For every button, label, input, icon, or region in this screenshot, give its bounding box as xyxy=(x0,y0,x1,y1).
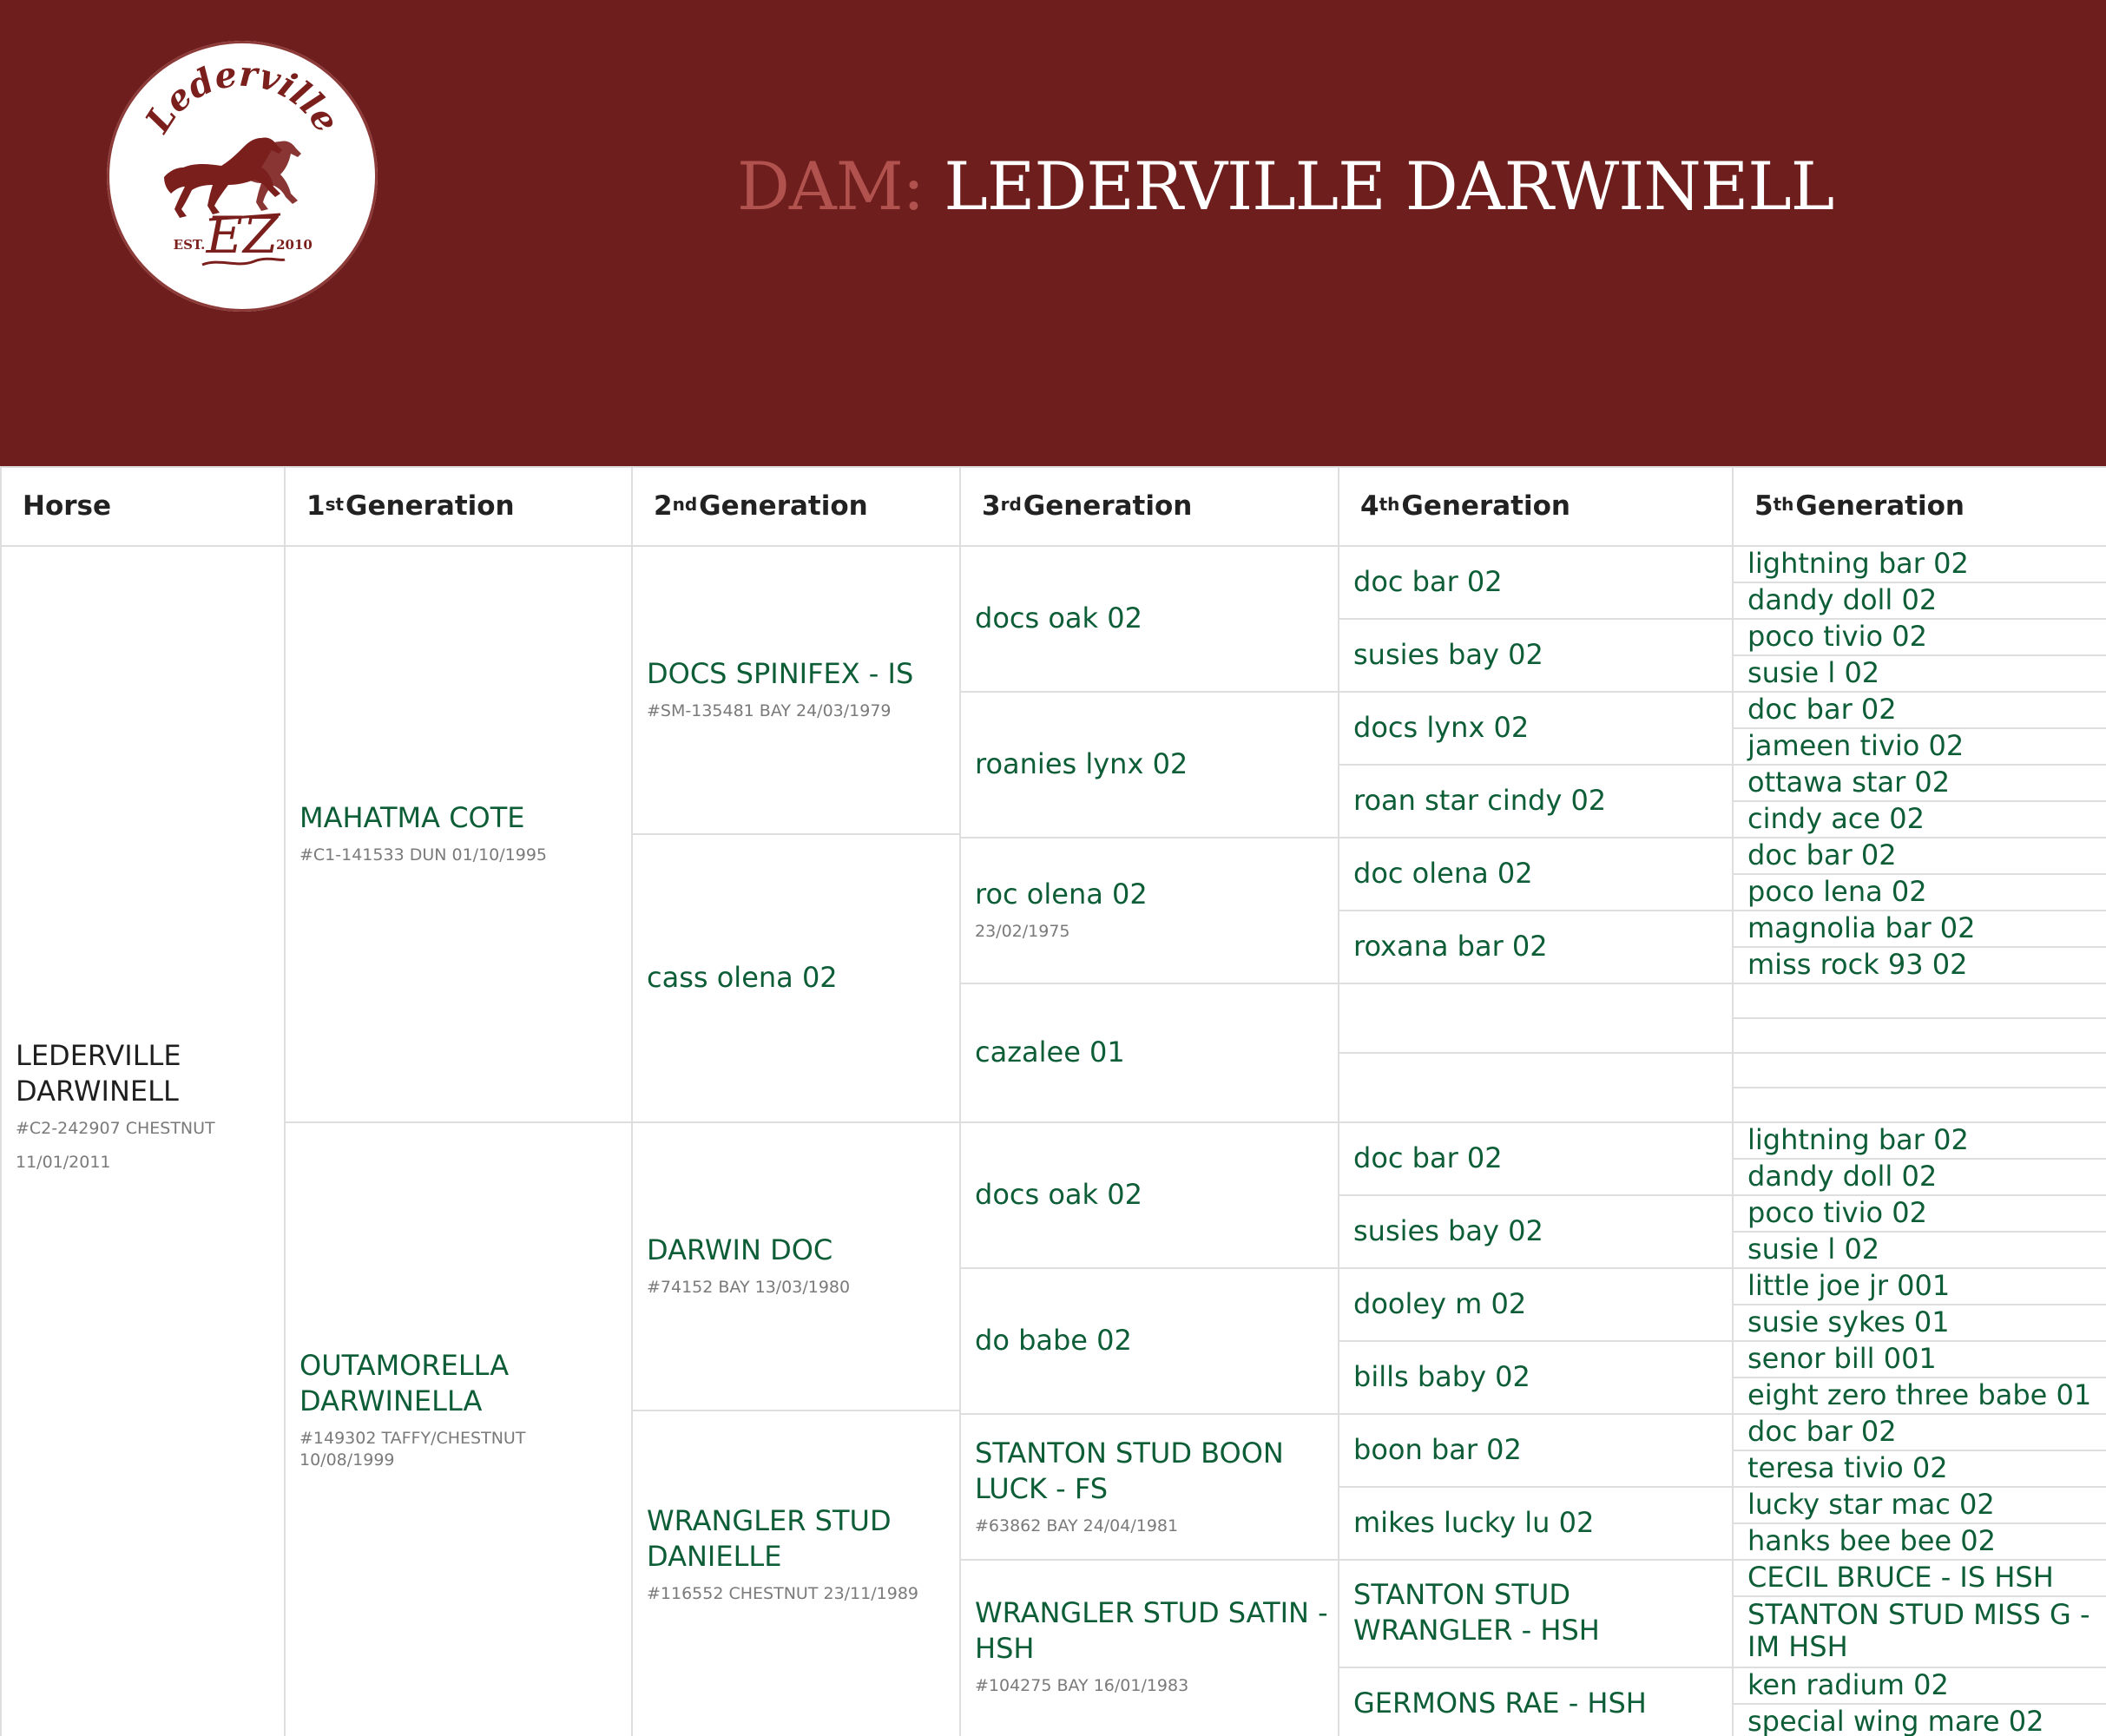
gen1-name[interactable]: MAHATMA COTE xyxy=(299,801,525,835)
gen1-cell[interactable] xyxy=(299,545,624,1121)
gen4-cell[interactable] xyxy=(1353,691,1725,764)
gen5-name[interactable]: poco lena 02 xyxy=(1747,874,1927,908)
gen5-name[interactable]: cindy ace 02 xyxy=(1747,801,1925,835)
gen4-cell[interactable] xyxy=(1353,1559,1725,1667)
gen4-name[interactable]: doc olena 02 xyxy=(1353,856,1533,890)
gen5-cell[interactable] xyxy=(1747,1267,2099,1304)
column-header-number: 1 xyxy=(306,490,326,522)
gen2-meta: #SM-135481 BAY 24/03/1979 xyxy=(647,701,892,721)
gen2-name[interactable]: DARWIN DOC xyxy=(647,1233,833,1267)
horse-meta: #C2-242907 CHESTNUT xyxy=(16,1118,215,1138)
gen3-meta: #104275 BAY 16/01/1983 xyxy=(975,1675,1189,1695)
gen4-name[interactable]: mikes lucky lu 02 xyxy=(1353,1505,1595,1539)
gen5-cell[interactable] xyxy=(1747,1194,2099,1231)
gen4-cell[interactable] xyxy=(1353,1340,1725,1413)
gen4-cell[interactable] xyxy=(1353,1486,1725,1559)
gen3-cell[interactable] xyxy=(975,1559,1331,1733)
gen3-name[interactable]: cazalee 01 xyxy=(975,1035,1125,1069)
gen5-name[interactable]: poco tivio 02 xyxy=(1747,1195,1927,1229)
gen4-cell[interactable] xyxy=(1353,1413,1725,1486)
gen4-cell[interactable] xyxy=(1353,910,1725,983)
gen3-name[interactable]: roanies lynx 02 xyxy=(975,746,1188,780)
gen3-meta: #63862 BAY 24/04/1981 xyxy=(975,1516,1179,1535)
grid-line xyxy=(0,466,2,1736)
gen4-name[interactable]: susies bay 02 xyxy=(1353,1213,1543,1247)
gen5-cell[interactable] xyxy=(1747,691,2099,727)
gen1-meta: #C1-141533 DUN 01/10/1995 xyxy=(299,845,547,865)
gen1-name[interactable]: OUTAMORELLA DARWINELLA xyxy=(299,1349,510,1418)
gen4-name[interactable]: bills baby 02 xyxy=(1353,1359,1530,1393)
gen5-name[interactable]: lightning bar 02 xyxy=(1747,546,1969,580)
gen2-cell[interactable] xyxy=(647,1410,952,1698)
horse-logo-icon xyxy=(107,41,378,312)
gen5-cell[interactable] xyxy=(1747,1052,2099,1087)
gen5-name[interactable]: senor bill 001 xyxy=(1747,1341,1937,1375)
gen4-cell[interactable] xyxy=(1353,618,1725,691)
gen5-cell[interactable] xyxy=(1747,910,2099,946)
gen2-meta: #116552 CHESTNUT 23/11/1989 xyxy=(647,1583,918,1603)
column-header xyxy=(654,466,959,545)
gen4-cell[interactable] xyxy=(1353,1267,1725,1340)
column-header-label: Generation xyxy=(346,490,515,522)
gen5-cell[interactable] xyxy=(1747,1703,2099,1736)
gen5-cell[interactable] xyxy=(1747,1121,2099,1158)
gen4-cell[interactable] xyxy=(1353,1667,1725,1736)
grid-line xyxy=(0,466,2106,468)
column-header xyxy=(23,466,284,545)
column-header-label: Generation xyxy=(1401,490,1570,522)
gen4-name[interactable]: boon bar 02 xyxy=(1353,1432,1522,1466)
gen4-name[interactable]: GERMONS RAE - HSH xyxy=(1353,1686,1647,1720)
column-header-label: Horse xyxy=(23,490,112,522)
gen4-cell[interactable] xyxy=(1353,837,1725,910)
gen3-cell[interactable] xyxy=(975,983,1331,1121)
gen5-cell[interactable] xyxy=(1747,1522,2099,1559)
gen5-cell[interactable] xyxy=(1747,1087,2099,1121)
gen5-name[interactable]: doc bar 02 xyxy=(1747,1414,1897,1448)
column-header-number: 5 xyxy=(1754,490,1774,522)
logo-est: EST. xyxy=(173,237,206,253)
gen3-name[interactable]: STANTON STUD BOON LUCK - FS xyxy=(975,1436,1284,1505)
gen4-name[interactable]: STANTON STUD WRANGLER - HSH xyxy=(1353,1578,1600,1647)
column-header xyxy=(1360,466,1732,545)
gen2-name[interactable]: DOCS SPINIFEX - IS xyxy=(647,657,914,691)
grid-line xyxy=(631,466,633,1736)
gen5-cell[interactable] xyxy=(1747,1231,2099,1267)
gen5-name[interactable]: doc bar 02 xyxy=(1747,838,1897,871)
gen3-cell[interactable] xyxy=(975,545,1331,691)
gen5-cell[interactable] xyxy=(1747,1017,2099,1052)
grid-line xyxy=(1732,466,1734,1736)
gen5-cell[interactable] xyxy=(1747,1595,2099,1667)
logo-year: 2010 xyxy=(276,237,313,253)
gen4-cell[interactable] xyxy=(1353,764,1725,837)
gen5-name[interactable]: ken radium 02 xyxy=(1747,1667,1949,1701)
grid-line xyxy=(959,466,961,1736)
column-header-label: Generation xyxy=(1795,490,1965,522)
gen4-cell[interactable] xyxy=(1353,1121,1725,1194)
logo-monogram: EZ xyxy=(206,206,279,265)
gen2-meta: #74152 BAY 13/03/1980 xyxy=(647,1278,851,1298)
gen5-cell[interactable] xyxy=(1747,837,2099,873)
svg-text:Lederville xyxy=(137,54,347,141)
gen4-name[interactable]: roan star cindy 02 xyxy=(1353,783,1607,817)
column-header xyxy=(306,466,631,545)
gen5-name[interactable]: teresa tivio 02 xyxy=(1747,1450,1948,1484)
gen5-cell[interactable] xyxy=(1747,873,2099,910)
column-header-ordinal: th xyxy=(1379,493,1400,515)
gen4-name[interactable]: susies bay 02 xyxy=(1353,637,1543,671)
pedigree-table xyxy=(0,466,2106,1736)
gen5-name[interactable]: doc bar 02 xyxy=(1747,692,1897,726)
gen3-name[interactable]: WRANGLER STUD SATIN - HSH xyxy=(975,1595,1328,1665)
title-prefix: DAM: xyxy=(737,148,925,225)
grid-line xyxy=(1338,466,1339,1736)
gen2-cell[interactable] xyxy=(647,833,952,1121)
gen5-name[interactable]: magnolia bar 02 xyxy=(1747,911,1976,944)
gen4-cell[interactable] xyxy=(1353,1052,1725,1121)
gen5-cell[interactable] xyxy=(1747,1450,2099,1486)
gen5-cell[interactable] xyxy=(1747,727,2099,764)
page-title xyxy=(737,148,1833,225)
gen5-name[interactable]: dandy doll 02 xyxy=(1747,1159,1938,1193)
gen4-name[interactable]: dooley m 02 xyxy=(1353,1286,1527,1320)
gen5-cell[interactable] xyxy=(1747,1559,2099,1595)
gen5-name[interactable]: susie l 02 xyxy=(1747,655,1880,689)
column-header xyxy=(982,466,1338,545)
column-header-ordinal: rd xyxy=(1000,493,1022,515)
gen2-cell[interactable] xyxy=(647,545,952,833)
gen2-name[interactable]: WRANGLER STUD DANIELLE xyxy=(647,1503,892,1573)
gen5-name[interactable]: STANTON STUD MISS G - IM HSH xyxy=(1747,1598,2090,1663)
gen5-cell[interactable] xyxy=(1747,1377,2099,1413)
gen5-name[interactable]: susie sykes 01 xyxy=(1747,1305,1950,1338)
gen5-name[interactable]: jameen tivio 02 xyxy=(1747,728,1965,762)
column-header-ordinal: st xyxy=(325,493,345,515)
grid-line xyxy=(284,466,286,1736)
gen5-cell[interactable] xyxy=(1747,654,2099,691)
column-header-number: 2 xyxy=(654,490,673,522)
column-header xyxy=(1754,466,2106,545)
gen5-cell[interactable] xyxy=(1747,1340,2099,1377)
column-header-label: Generation xyxy=(1023,490,1193,522)
gen5-cell[interactable] xyxy=(1747,1413,2099,1450)
gen2-name[interactable]: cass olena 02 xyxy=(647,960,838,994)
gen5-name[interactable]: poco tivio 02 xyxy=(1747,619,1927,653)
column-header-number: 3 xyxy=(982,490,1001,522)
gen5-cell[interactable] xyxy=(1747,1158,2099,1194)
gen5-cell[interactable] xyxy=(1747,618,2099,654)
gen4-name[interactable]: docs lynx 02 xyxy=(1353,710,1530,744)
gen3-meta: 23/02/1975 xyxy=(975,922,1070,942)
gen4-cell[interactable] xyxy=(1353,983,1725,1052)
page-header xyxy=(0,0,2106,466)
gen3-cell[interactable] xyxy=(975,1267,1331,1413)
gen3-cell[interactable] xyxy=(975,1121,1331,1267)
gen4-name[interactable]: doc bar 02 xyxy=(1353,564,1503,598)
gen5-cell[interactable] xyxy=(1747,983,2099,1017)
gen5-name[interactable]: hanks bee bee 02 xyxy=(1747,1523,1996,1557)
lederville-logo[interactable] xyxy=(107,41,378,312)
gen5-name[interactable]: CECIL BRUCE - IS HSH xyxy=(1747,1560,2054,1594)
gen5-name[interactable]: ottawa star 02 xyxy=(1747,765,1951,799)
gen2-cell[interactable] xyxy=(647,1121,952,1410)
gen3-cell[interactable] xyxy=(975,1413,1331,1559)
horse-name[interactable]: LEDERVILLE DARWINELL xyxy=(16,1039,181,1108)
gen5-name[interactable]: eight zero three babe 01 xyxy=(1747,1378,2092,1411)
title-name: LEDERVILLE DARWINELL xyxy=(944,148,1834,225)
gen5-name[interactable]: special wing mare 02 xyxy=(1747,1704,2044,1736)
gen4-cell[interactable] xyxy=(1353,1194,1725,1267)
gen1-cell[interactable] xyxy=(299,1121,624,1698)
gen3-name[interactable]: roc olena 02 xyxy=(975,878,1148,911)
gen5-cell[interactable] xyxy=(1747,1486,2099,1522)
gen5-cell[interactable] xyxy=(1747,1667,2099,1703)
horse-cell[interactable] xyxy=(16,545,267,1736)
column-header-ordinal: nd xyxy=(672,493,698,515)
horse-meta-date: 11/01/2011 xyxy=(16,1152,111,1172)
gen3-name[interactable]: do babe 02 xyxy=(975,1323,1132,1357)
gen5-cell[interactable] xyxy=(1747,764,2099,800)
column-header-number: 4 xyxy=(1360,490,1379,522)
gen4-name[interactable]: roxana bar 02 xyxy=(1353,929,1548,963)
gen3-name[interactable]: docs oak 02 xyxy=(975,1177,1142,1211)
gen5-name[interactable]: little joe jr 001 xyxy=(1747,1268,1951,1302)
column-header-label: Generation xyxy=(699,490,868,522)
gen5-name[interactable]: susie l 02 xyxy=(1747,1232,1880,1266)
gen5-name[interactable]: lightning bar 02 xyxy=(1747,1122,1969,1156)
gen5-cell[interactable] xyxy=(1747,545,2099,582)
gen5-cell[interactable] xyxy=(1747,946,2099,983)
gen1-meta: #149302 TAFFY/CHESTNUT 10/08/1999 xyxy=(299,1429,526,1470)
gen5-name[interactable]: lucky star mac 02 xyxy=(1747,1487,1995,1521)
gen5-cell[interactable] xyxy=(1747,582,2099,618)
gen5-name[interactable]: dandy doll 02 xyxy=(1747,582,1938,616)
gen4-name[interactable]: doc bar 02 xyxy=(1353,1141,1503,1174)
gen3-name[interactable]: docs oak 02 xyxy=(975,601,1142,635)
gen3-cell[interactable] xyxy=(975,837,1331,983)
gen5-cell[interactable] xyxy=(1747,1304,2099,1340)
logo-wordmark: Lederville xyxy=(137,53,347,140)
gen3-cell[interactable] xyxy=(975,691,1331,837)
gen5-name[interactable]: miss rock 93 02 xyxy=(1747,947,1968,981)
gen4-cell[interactable] xyxy=(1353,545,1725,618)
gen5-cell[interactable] xyxy=(1747,800,2099,837)
column-header-ordinal: th xyxy=(1773,493,1794,515)
